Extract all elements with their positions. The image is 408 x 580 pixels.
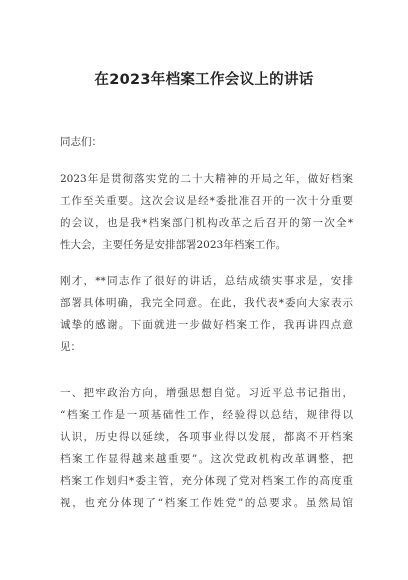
paragraph-line: 诚挚的感谢。下面就进一步做好档案工作，我再讲四点意 bbox=[60, 319, 353, 331]
paragraph-1 bbox=[60, 168, 353, 256]
document-title: 在2023年档案工作会议上的讲话 bbox=[94, 72, 314, 88]
paragraph-2 bbox=[60, 270, 353, 358]
paragraph-line: “档案工作是一项基础性工作，经验得以总结，规律得以 bbox=[60, 409, 353, 421]
salutation-text: 同志们： bbox=[60, 136, 102, 148]
paragraph-line: 档案工作显得越来越重要”。这次党政机构改革调整，把 bbox=[60, 453, 353, 465]
paragraph-line: 刚才，**同志作了很好的讲话，总结成绩实事求是，安排 bbox=[60, 275, 353, 287]
paragraph-line: 见： bbox=[60, 341, 81, 353]
paragraph-line: 部署具体明确，我完全同意。在此，我代表*委向大家表示 bbox=[60, 297, 353, 309]
paragraph-line: 认识，历史得以延续，各项事业得以发展，都离不开档案 bbox=[60, 431, 353, 443]
paragraph-3 bbox=[60, 382, 353, 514]
paragraph-line: 性大会，主要任务是安排部署2023年档案工作。 bbox=[60, 239, 287, 251]
paragraph-line: 的会议，也是我*档案部门机构改革之后召开的第一次全* bbox=[60, 217, 353, 229]
salutation bbox=[60, 131, 353, 153]
paragraph-line: 2023年是贯彻落实党的二十大精神的开局之年，做好档案 bbox=[60, 173, 353, 185]
paragraph-line: 工作至关重要。这次会议是经*委批准召开的一次十分重要 bbox=[60, 195, 353, 207]
paragraph-line: 视，也充分体现了“档案工作姓党”的总要求。虽然局馆 bbox=[60, 497, 353, 509]
paragraph-line: 档案工作划归*委主管，充分体现了党对档案工作的高度重 bbox=[60, 475, 353, 487]
paragraph-line: 一、把牢政治方向，增强思想自觉。习近平总书记指出， bbox=[60, 387, 353, 399]
